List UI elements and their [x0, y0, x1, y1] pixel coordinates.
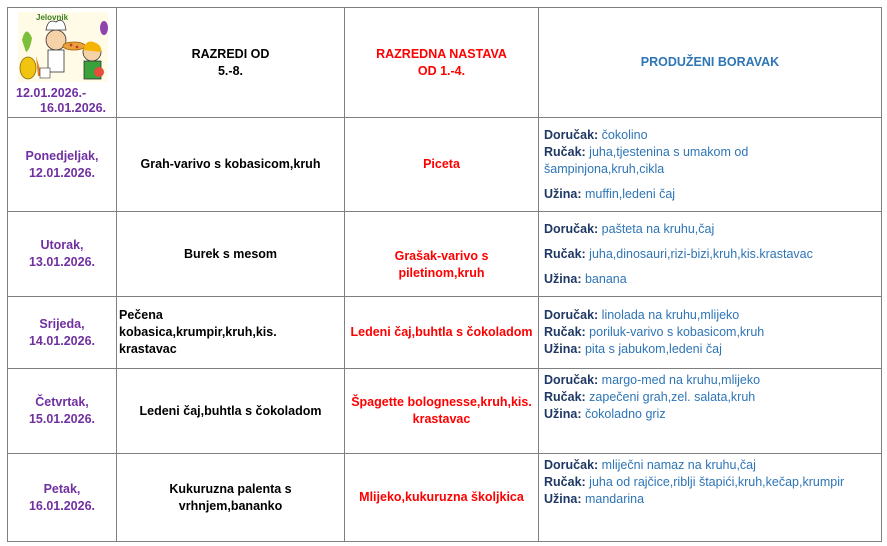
day-row-wednesday [8, 297, 882, 369]
breakfast-value: pašteta na kruhu,čaj [601, 221, 715, 236]
lower-grades-meal [345, 212, 539, 297]
header-lower-line2: OD 1.-4. [417, 63, 466, 78]
snack-value: pita s jabukom,ledeni čaj [584, 342, 722, 356]
header-lower-line1: RAZREDNA NASTAVA [376, 46, 507, 61]
upper-grades-meal: Burek s mesom [117, 212, 345, 297]
lunch-value: poriluk-varivo s kobasicom,kruh [589, 325, 765, 339]
lower-meal-line1: Špagette bolognesse,kruh,kis. [351, 395, 532, 409]
extended-stay-meals [539, 297, 882, 369]
lower-grades-meal: Ledeni čaj,buhtla s čokoladom [345, 297, 539, 369]
day-cell [8, 297, 117, 369]
snack-label: Užina: [544, 186, 582, 201]
upper-meal-line2: kobasica,krumpir,kruh,kis. [119, 325, 277, 339]
day-name: Utorak, [40, 238, 84, 252]
header-upper-line2: 5.-8. [217, 63, 243, 78]
day-row-friday [8, 454, 882, 542]
day-name: Četvrtak, [35, 395, 89, 409]
day-cell [8, 454, 117, 542]
upper-meal-line2: vrhnjem,bananko [178, 498, 283, 513]
lower-meal-line2: krastavac [412, 412, 471, 426]
day-row-tuesday [8, 212, 882, 297]
upper-meal-line3: krastavac [119, 342, 177, 356]
day-row-thursday [8, 369, 882, 454]
snack-label: Užina: [544, 407, 582, 421]
date-to: 16.01.2026. [40, 101, 107, 115]
lunch-label: Ručak: [544, 390, 586, 404]
date-from: 12.01.2026.- [16, 86, 87, 100]
breakfast-value: mliječni namaz na kruhu,čaj [601, 458, 756, 472]
snack-value: mandarina [584, 492, 645, 506]
day-date: 15.01.2026. [28, 412, 96, 426]
logo-text: Jelovnik [36, 13, 69, 22]
breakfast-label: Doručak: [544, 308, 599, 322]
day-name: Petak, [43, 481, 81, 496]
day-name: Ponedjeljak, [25, 148, 99, 163]
snack-value: banana [584, 271, 627, 286]
day-date: 13.01.2026. [28, 255, 96, 269]
breakfast-label: Doručak: [544, 458, 599, 472]
snack-value: muffin,ledeni čaj [584, 186, 676, 201]
lower-meal-line2: piletinom,kruh [398, 266, 485, 280]
upper-grades-meal: Grah-varivo s kobasicom,kruh [117, 118, 345, 212]
day-name: Srijeda, [39, 316, 85, 331]
lower-grades-meal: Piceta [345, 118, 539, 212]
upper-meal-line1: Kukuruzna palenta s [169, 481, 292, 496]
day-date: 16.01.2026. [28, 498, 96, 513]
snack-label: Užina: [544, 492, 582, 506]
menu-table [7, 7, 882, 542]
extended-stay-meals [539, 454, 882, 542]
lunch-label: Ručak: [544, 325, 586, 339]
day-cell [8, 212, 117, 297]
snack-label: Užina: [544, 342, 582, 356]
day-row-monday [8, 118, 882, 212]
upper-grades-meal [117, 297, 345, 369]
lunch-value-cont: šampinjona,kruh,cikla [544, 161, 665, 176]
breakfast-label: Doručak: [544, 373, 599, 387]
lunch-label: Ručak: [544, 475, 586, 489]
snack-value: čokoladno griz [584, 407, 666, 421]
header-lower-grades [345, 8, 539, 118]
lunch-value: juha,tjestenina s umakom od [589, 144, 749, 159]
lower-grades-meal [345, 369, 539, 454]
breakfast-value: čokolino [601, 127, 648, 142]
extended-stay-meals [539, 212, 882, 297]
logo-cell [8, 8, 117, 118]
breakfast-label: Doručak: [544, 221, 599, 236]
breakfast-value: linolada na kruhu,mlijeko [601, 308, 740, 322]
lunch-label: Ručak: [544, 144, 586, 159]
jelovnik-logo [16, 10, 110, 84]
header-extended-stay: PRODUŽENI BORAVAK [539, 8, 882, 118]
date-range [8, 86, 117, 116]
upper-grades-meal [117, 454, 345, 542]
breakfast-label: Doručak: [544, 127, 599, 142]
day-date: 12.01.2026. [28, 165, 96, 180]
header-upper-line1: RAZREDI OD [191, 46, 270, 61]
day-date: 14.01.2026. [28, 333, 96, 348]
breakfast-value: margo-med na kruhu,mlijeko [601, 373, 761, 387]
header-row [8, 8, 882, 118]
lower-grades-meal: Mlijeko,kukuruzna školjkica [345, 454, 539, 542]
lunch-value: zapečeni grah,zel. salata,kruh [589, 390, 756, 404]
lunch-label: Ručak: [544, 246, 586, 261]
lunch-value: juha od rajčice,riblji štapići,kruh,kečap,krumpir [589, 475, 845, 489]
extended-stay-meals [539, 118, 882, 212]
snack-label: Užina: [544, 271, 582, 286]
day-cell [8, 118, 117, 212]
upper-grades-meal: Ledeni čaj,buhtla s čokoladom [117, 369, 345, 454]
upper-meal-line1: Pečena [119, 308, 163, 322]
lower-meal-line1: Grašak-varivo s [394, 249, 489, 263]
extended-stay-meals [539, 369, 882, 454]
day-cell [8, 369, 117, 454]
lunch-value: juha,dinosauri,rizi-bizi,kruh,kis.krastavac [589, 246, 813, 261]
header-upper-grades [117, 8, 345, 118]
